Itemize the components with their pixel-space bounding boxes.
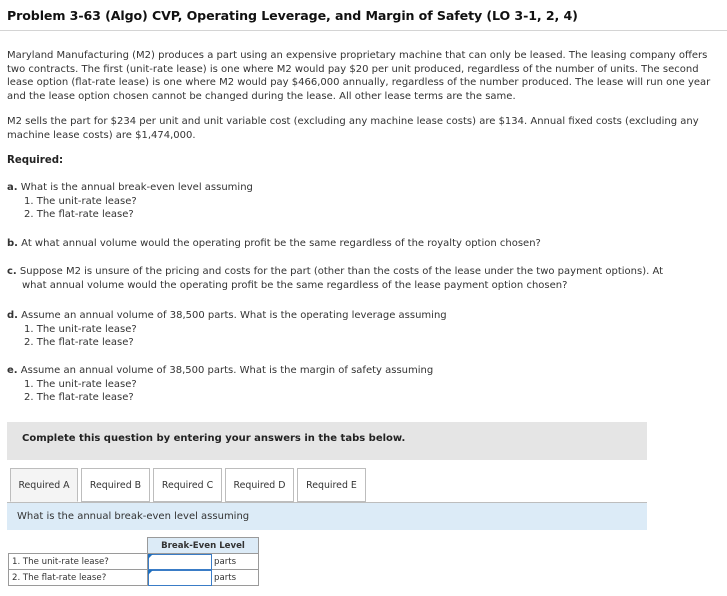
break-even-level-header: Break-Even Level <box>148 538 259 554</box>
tab-required-b[interactable]: Required B <box>81 468 150 502</box>
tab-required-c[interactable]: Required C <box>153 468 222 502</box>
question-c <box>7 265 719 292</box>
question-d-sub-2: 2. The flat-rate lease? <box>24 337 134 348</box>
input-marker-icon <box>148 554 153 559</box>
flat-rate-input-cell <box>148 570 212 586</box>
question-b-text: At what annual volume would the operating profit be the same regardless of the royalty option chosen? <box>21 238 541 249</box>
question-b-label: b. <box>7 238 18 249</box>
tab-required-e[interactable]: Required E <box>297 468 366 502</box>
header-blank-cell <box>9 538 148 554</box>
question-c-label: c. <box>7 266 17 277</box>
question-a <box>7 181 253 222</box>
question-c-line-2: what annual volume would the operating profit be the same regardless of the lease payment option chosen? <box>22 279 568 291</box>
table-row <box>9 554 259 570</box>
tab-required-d[interactable]: Required D <box>225 468 294 502</box>
question-e-text: Assume an annual volume of 38,500 parts. What is the margin of safety assuming <box>20 365 434 376</box>
unit-label-flat-rate: parts <box>212 570 259 586</box>
problem-paragraph-1: Maryland Manufacturing (M2) produces a part using an expensive proprietary machine that can only be leased. The leasing company offers two contracts. The first (unit-rate lease) is one where M2 would pay $20 per unit produced, regardless of the number of units. The second lease option (flat-rate lease) is one where M2 would pay $466,000 annually, regardless of the number produced. The lease will run one year and the lease option chosen cannot be changed during the lease. All other lease terms are the same. <box>7 50 711 102</box>
question-a-sub-1: 1. The unit-rate lease? <box>24 195 137 207</box>
break-even-answer-table <box>8 537 259 586</box>
unit-rate-break-even-input[interactable] <box>148 554 211 569</box>
answer-table-header-row <box>9 538 259 554</box>
question-d-sub-1: 1. The unit-rate lease? <box>24 323 137 335</box>
question-e-sub-1: 1. The unit-rate lease? <box>24 378 137 390</box>
table-row <box>9 570 259 586</box>
question-a-label: a. <box>7 182 18 193</box>
unit-label-unit-rate: parts <box>212 554 259 570</box>
question-a-sub-2: 2. The flat-rate lease? <box>24 209 134 220</box>
question-b <box>7 237 541 251</box>
instruction-text: Complete this question by entering your answers in the tabs below. <box>22 433 406 444</box>
question-e-sub-2: 2. The flat-rate lease? <box>24 392 134 403</box>
question-c-line-1: Suppose M2 is unsure of the pricing and costs for the part (other than the costs of the lease under the two payment options). At <box>19 266 664 277</box>
tab-question-bar <box>7 503 647 530</box>
question-d-text: Assume an annual volume of 38,500 parts. What is the operating leverage assuming <box>21 310 447 321</box>
question-a-text: What is the annual break-even level assuming <box>20 182 253 193</box>
row-label-flat-rate: 2. The flat-rate lease? <box>9 570 148 586</box>
row-label-unit-rate: 1. The unit-rate lease? <box>9 554 148 570</box>
problem-paragraph-2: M2 sells the part for $234 per unit and unit variable cost (excluding any machine lease costs) are $134. Annual fixed costs (excluding any machine lease costs) are $1,474,000. <box>7 116 699 141</box>
question-d <box>7 309 447 350</box>
question-e <box>7 364 433 405</box>
question-d-label: d. <box>7 310 18 321</box>
problem-title: Problem 3-63 (Algo) CVP, Operating Leverage, and Margin of Safety (LO 3-1, 2, 4) <box>7 8 578 23</box>
tab-question-text: What is the annual break-even level assuming <box>17 511 250 522</box>
required-heading: Required: <box>7 155 64 166</box>
flat-rate-break-even-input[interactable] <box>148 570 211 585</box>
unit-rate-input-cell <box>148 554 212 570</box>
question-e-label: e. <box>7 365 18 376</box>
input-marker-icon <box>148 570 153 575</box>
instruction-panel <box>7 422 647 460</box>
title-divider <box>0 30 727 31</box>
tab-required-a[interactable]: Required A <box>10 468 78 502</box>
